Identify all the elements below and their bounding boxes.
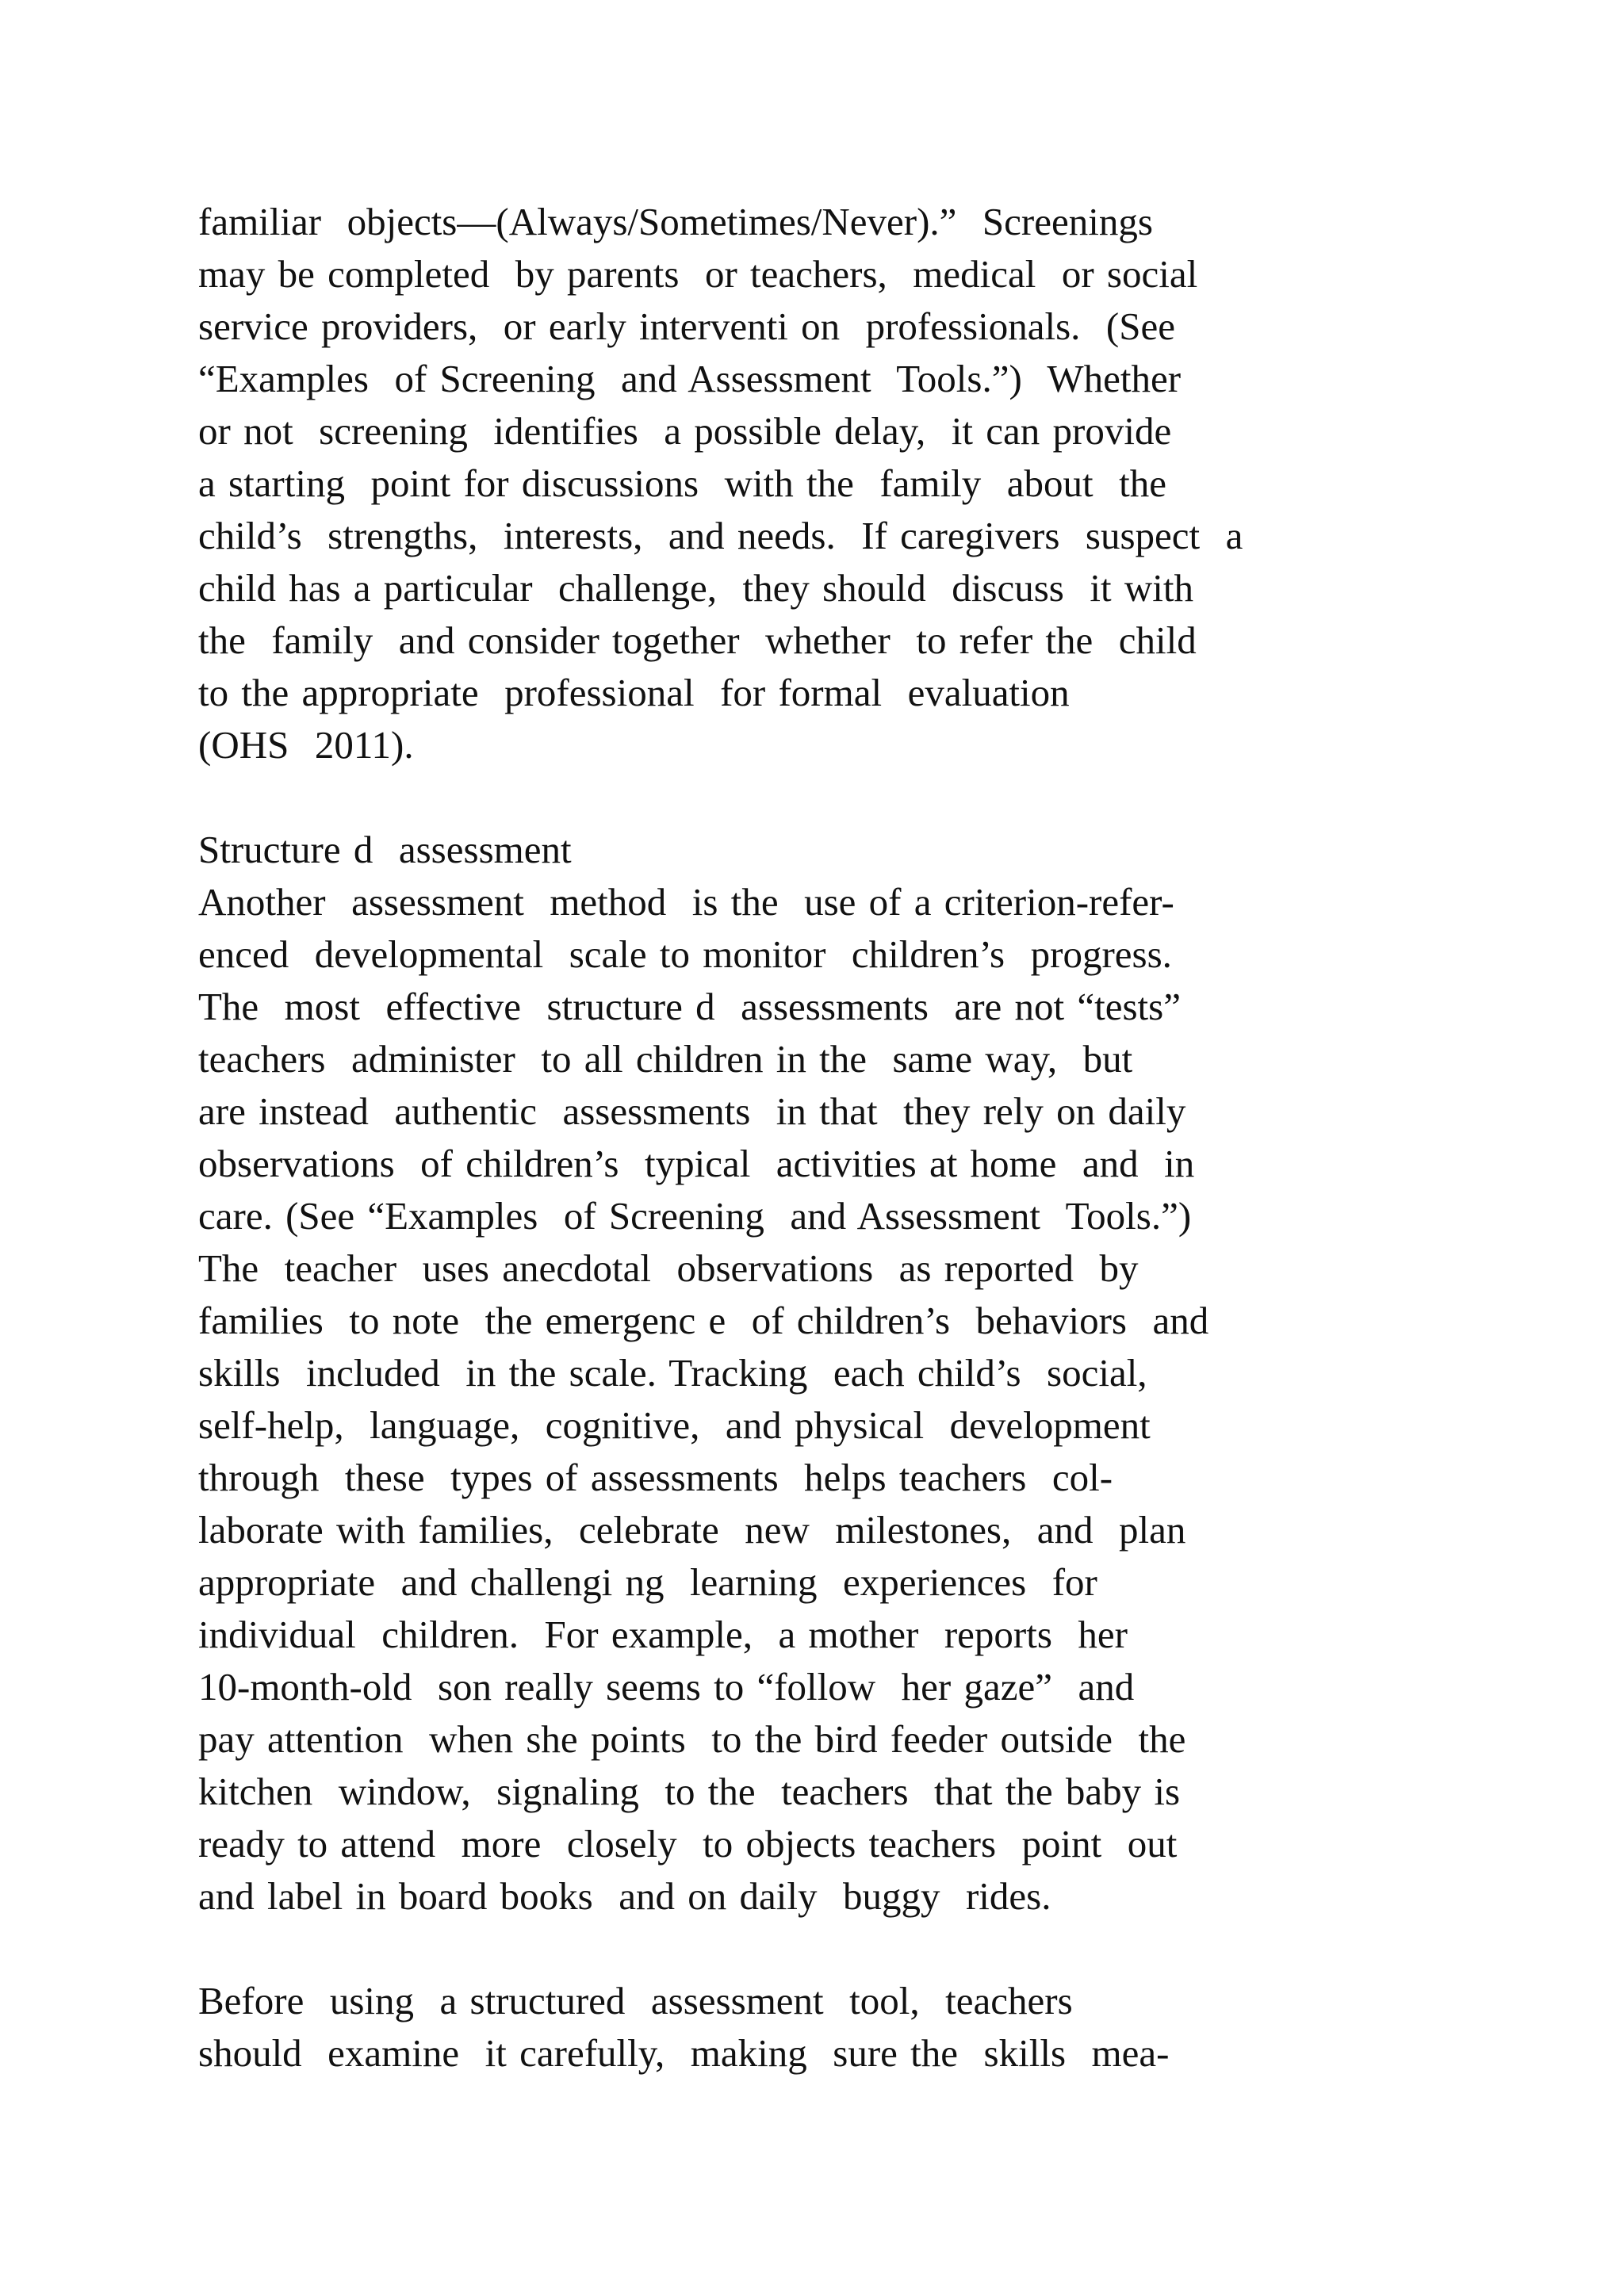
text-line: service providers, or early interventi on professionals. (See xyxy=(198,304,1175,348)
text-line: a starting point for discussions with the family about the xyxy=(198,461,1166,505)
text-line: child has a particular challenge, they should discuss it with xyxy=(198,566,1193,610)
text-line: should examine it carefully, making sure the skills mea- xyxy=(198,2031,1170,2075)
text-line: may be completed by parents or teachers, medical or social xyxy=(198,252,1198,296)
text-line: enced developmental scale to monitor children’s progress. xyxy=(198,932,1172,976)
text-line: self-help, language, cognitive, and physical development xyxy=(198,1403,1151,1447)
text-line: the family and consider together whether to refer the child xyxy=(198,618,1197,662)
text-line: and label in board books and on daily buggy rides. xyxy=(198,1874,1051,1918)
text-line: individual children. For example, a mother reports her xyxy=(198,1613,1128,1656)
text-line: Another assessment method is the use of a criterion-refer- xyxy=(198,880,1174,924)
text-line: 10-month-old son really seems to “follow her gaze” and xyxy=(198,1665,1135,1709)
text-line: The most effective structure d assessments are not “tests” xyxy=(198,985,1181,1028)
text-line: observations of children’s typical activities at home and in xyxy=(198,1142,1195,1185)
text-line: familiar objects—(Always/Sometimes/Never).” Screenings xyxy=(198,200,1153,243)
text-line: or not screening identifies a possible delay, it can provide xyxy=(198,409,1172,453)
text-line: are instead authentic assessments in that they rely on daily xyxy=(198,1089,1186,1133)
text-line: kitchen window, signaling to the teachers that the baby is xyxy=(198,1770,1181,1813)
text-line: through these types of assessments helps teachers col- xyxy=(198,1456,1113,1499)
text-line: pay attention when she points to the bird feeder outside the xyxy=(198,1717,1186,1761)
text-line: laborate with families, celebrate new milestones, and plan xyxy=(198,1508,1186,1552)
text-line: child’s strengths, interests, and needs. If caregivers suspect a xyxy=(198,514,1243,557)
text-line: appropriate and challengi ng learning experiences for xyxy=(198,1560,1097,1604)
text-line: to the appropriate professional for formal evaluation xyxy=(198,671,1070,714)
section-heading: Structure d assessment xyxy=(198,828,572,871)
text-line: “Examples of Screening and Assessment Tools.”) Whether xyxy=(198,357,1182,400)
text-line: care. (See “Examples of Screening and Assessment Tools.”) xyxy=(198,1194,1192,1238)
text-line: The teacher uses anecdotal observations as reported by xyxy=(198,1246,1139,1290)
text-line: Before using a structured assessment tool, teachers xyxy=(198,1979,1073,2022)
text-line: skills included in the scale. Tracking each child’s social, xyxy=(198,1351,1147,1395)
text-line: families to note the emergenc e of children’s behaviors and xyxy=(198,1299,1209,1342)
text-line: teachers administer to all children in the same way, but xyxy=(198,1037,1133,1081)
text-line: (OHS 2011). xyxy=(198,723,414,767)
text-line: ready to attend more closely to objects teachers point out xyxy=(198,1822,1178,1866)
